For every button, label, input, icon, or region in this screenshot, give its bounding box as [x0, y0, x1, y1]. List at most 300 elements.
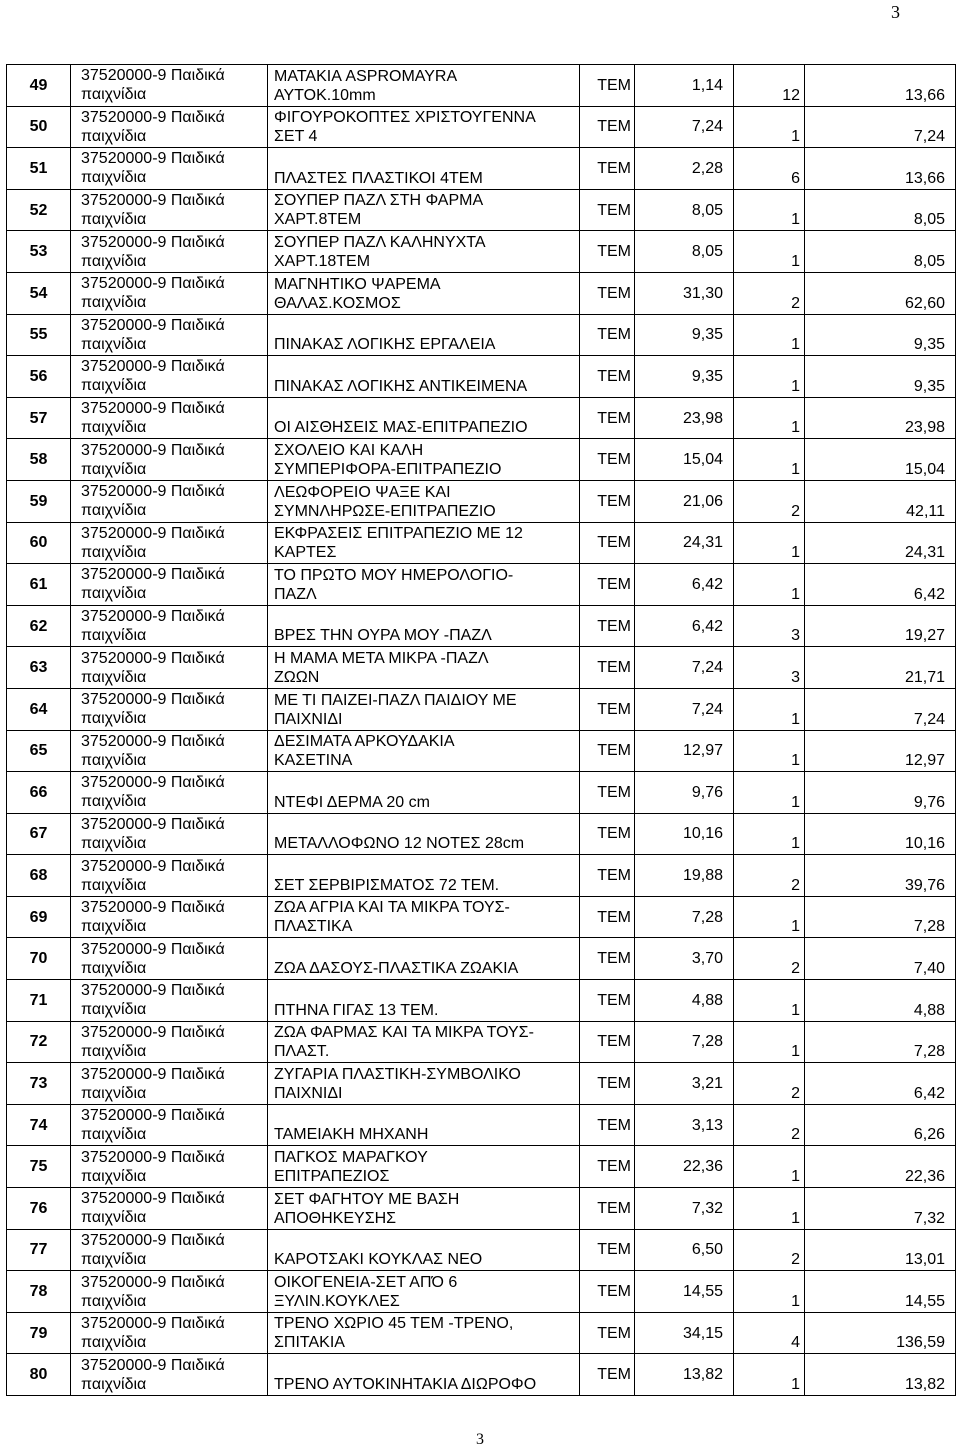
description-line: ΕΚΦΡΑΣΕΙΣ ΕΠΙΤΡΑΠΕΖΙΟ ΜΕ 12 — [274, 525, 523, 543]
description-line: ΚΑΣΕΤΙΝΑ — [274, 752, 353, 770]
cpv-category-cell — [71, 1312, 268, 1354]
cpv-category-cell — [71, 564, 268, 606]
table-row — [7, 688, 956, 730]
item-description-cell — [268, 1021, 580, 1063]
quantity-cell: 6 — [734, 148, 805, 190]
unit-price-cell: 24,31 — [635, 522, 734, 564]
item-description-cell — [268, 938, 580, 980]
total-cell: 6,26 — [805, 1104, 956, 1146]
table-row — [7, 356, 956, 398]
quantity-cell: 1 — [734, 1146, 805, 1188]
item-description-cell — [268, 855, 580, 897]
unit-price-cell: 34,15 — [635, 1312, 734, 1354]
item-description-cell — [268, 189, 580, 231]
description-line: ΛΕΩΦΟΡΕΙΟ ΨΑΞΕ ΚΑΙ — [274, 483, 451, 501]
table-row — [7, 564, 956, 606]
unit-cell: ΤΕΜ — [580, 1312, 635, 1354]
row-number-cell: 65 — [7, 730, 71, 772]
table-row — [7, 314, 956, 356]
category-line: παιχνίδια — [81, 668, 147, 686]
total-cell: 13,66 — [805, 148, 956, 190]
category-line: 37520000-9 Παιδικά — [81, 566, 225, 584]
category-line: παιχνίδια — [81, 1209, 147, 1227]
total-cell: 12,97 — [805, 730, 956, 772]
row-number-cell: 56 — [7, 356, 71, 398]
total-cell: 6,42 — [805, 1063, 956, 1105]
table-row — [7, 1104, 956, 1146]
description-line: ΠΙΝΑΚΑΣ ΛΟΓΙΚΗΣ ΑΝΤΙΚΕΙΜΕΝΑ — [274, 377, 528, 395]
description-line: ΣΠΙΤΑΚΙΑ — [274, 1334, 345, 1352]
description-line: ΜΑΓΝΗΤΙΚΟ ΨΑΡΕΜΑ — [274, 275, 441, 293]
description-line: ΠΑΓΚΟΣ ΜΑΡΑΓΚΟΥ — [274, 1149, 428, 1167]
item-description-cell — [268, 1312, 580, 1354]
row-number-cell: 61 — [7, 564, 71, 606]
unit-price-cell: 21,06 — [635, 480, 734, 522]
category-line: 37520000-9 Παιδικά — [81, 1315, 225, 1333]
quantity-cell: 2 — [734, 272, 805, 314]
table-row — [7, 65, 956, 107]
item-description-cell — [268, 980, 580, 1022]
description-line: ΣΟΥΠΕΡ ΠΑΖΛ ΚΑΛΗΝΥΧΤΑ — [274, 233, 486, 251]
quantity-cell: 1 — [734, 1021, 805, 1063]
category-line: παιχνίδια — [81, 918, 147, 936]
table-row — [7, 1146, 956, 1188]
item-description-cell — [268, 1104, 580, 1146]
description-line: ΞΥΛΙΝ.ΚΟΥΚΛΕΣ — [274, 1292, 400, 1310]
items-table — [6, 64, 956, 1396]
unit-cell: ΤΕΜ — [580, 106, 635, 148]
category-line: παιχνίδια — [81, 1292, 147, 1310]
total-cell: 39,76 — [805, 855, 956, 897]
item-description-cell — [268, 1188, 580, 1230]
description-line: ΑΠΟΘΗΚΕΥΣΗΣ — [274, 1209, 397, 1227]
item-description-cell — [268, 772, 580, 814]
unit-cell: ΤΕΜ — [580, 688, 635, 730]
total-cell: 10,16 — [805, 813, 956, 855]
table-row — [7, 1021, 956, 1063]
cpv-category-cell — [71, 1354, 268, 1396]
total-cell: 7,24 — [805, 106, 956, 148]
unit-cell: ΤΕΜ — [580, 605, 635, 647]
item-description-cell — [268, 439, 580, 481]
row-number-cell: 59 — [7, 480, 71, 522]
unit-price-cell: 7,28 — [635, 896, 734, 938]
category-line: παιχνίδια — [81, 751, 147, 769]
description-line: ΖΩΑ ΔΑΣΟΥΣ-ΠΛΑΣΤΙΚΑ ΖΩΑΚΙΑ — [274, 960, 519, 978]
total-cell: 6,42 — [805, 564, 956, 606]
description-line: ΘΑΛΑΣ.ΚΟΣΜΟΣ — [274, 294, 401, 312]
unit-cell: ΤΕΜ — [580, 148, 635, 190]
row-number-cell: 80 — [7, 1354, 71, 1396]
row-number-cell: 60 — [7, 522, 71, 564]
row-number-cell: 78 — [7, 1271, 71, 1313]
category-line: παιχνίδια — [81, 211, 147, 229]
cpv-category-cell — [71, 896, 268, 938]
unit-cell: ΤΕΜ — [580, 813, 635, 855]
cpv-category-cell — [71, 980, 268, 1022]
total-cell: 14,55 — [805, 1271, 956, 1313]
table-row — [7, 1063, 956, 1105]
table-row — [7, 605, 956, 647]
cpv-category-cell — [71, 480, 268, 522]
category-line: παιχνίδια — [81, 627, 147, 645]
unit-cell: ΤΕΜ — [580, 397, 635, 439]
category-line: 37520000-9 Παιδικά — [81, 1148, 225, 1166]
table-row — [7, 855, 956, 897]
description-line: ΖΩΑ ΦΑΡΜΑΣ ΚΑΙ ΤΑ ΜΙΚΡΑ ΤΟΥΣ- — [274, 1024, 534, 1042]
total-cell: 15,04 — [805, 439, 956, 481]
unit-price-cell: 3,21 — [635, 1063, 734, 1105]
unit-cell: ΤΕΜ — [580, 480, 635, 522]
category-line: 37520000-9 Παιδικά — [81, 940, 225, 958]
category-line: παιχνίδια — [81, 127, 147, 145]
table-row — [7, 1271, 956, 1313]
table-row — [7, 730, 956, 772]
unit-cell: ΤΕΜ — [580, 356, 635, 398]
category-line: 37520000-9 Παιδικά — [81, 1107, 225, 1125]
category-line: παιχνίδια — [81, 710, 147, 728]
quantity-cell: 1 — [734, 356, 805, 398]
unit-price-cell: 9,35 — [635, 314, 734, 356]
row-number-cell: 63 — [7, 647, 71, 689]
cpv-category-cell — [71, 772, 268, 814]
total-cell: 7,24 — [805, 688, 956, 730]
item-description-cell — [268, 480, 580, 522]
quantity-cell: 2 — [734, 1229, 805, 1271]
category-line: παιχνίδια — [81, 252, 147, 270]
description-line: Η ΜΑΜΑ ΜΕΤΑ ΜΙΚΡΑ -ΠΑΖΛ — [274, 649, 489, 667]
total-cell: 22,36 — [805, 1146, 956, 1188]
quantity-cell: 1 — [734, 1271, 805, 1313]
table-row — [7, 189, 956, 231]
total-cell: 13,01 — [805, 1229, 956, 1271]
description-line: ΒΡΕΣ ΤΗΝ ΟΥΡΑ ΜΟΥ -ΠΑΖΛ — [274, 627, 492, 645]
description-line: ΣΥΜΝΛΗΡΩΣΕ-ΕΠΙΤΡΑΠΕΖΙΟ — [274, 502, 496, 520]
category-line: 37520000-9 Παιδικά — [81, 316, 225, 334]
total-cell: 7,32 — [805, 1188, 956, 1230]
page-number-bottom: 3 — [476, 1431, 484, 1448]
cpv-category-cell — [71, 314, 268, 356]
quantity-cell: 2 — [734, 855, 805, 897]
row-number-cell: 64 — [7, 688, 71, 730]
category-line: 37520000-9 Παιδικά — [81, 732, 225, 750]
category-line: 37520000-9 Παιδικά — [81, 691, 225, 709]
row-number-cell: 73 — [7, 1063, 71, 1105]
quantity-cell: 1 — [734, 980, 805, 1022]
quantity-cell: 1 — [734, 730, 805, 772]
category-line: παιχνίδια — [81, 1001, 147, 1019]
unit-cell: ΤΕΜ — [580, 855, 635, 897]
cpv-category-cell — [71, 65, 268, 107]
row-number-cell: 52 — [7, 189, 71, 231]
category-line: 37520000-9 Παιδικά — [81, 233, 225, 251]
unit-price-cell: 8,05 — [635, 231, 734, 273]
cpv-category-cell — [71, 605, 268, 647]
description-line: ΠΑΖΛ — [274, 585, 317, 603]
unit-cell: ΤΕΜ — [580, 1271, 635, 1313]
unit-cell: ΤΕΜ — [580, 522, 635, 564]
description-line: ΠΛΑΣΤΙΚΑ — [274, 918, 353, 936]
category-line: παιχνίδια — [81, 543, 147, 561]
unit-price-cell: 7,32 — [635, 1188, 734, 1230]
item-description-cell — [268, 1146, 580, 1188]
table-row — [7, 813, 956, 855]
description-line: ΚΑΡΤΕΣ — [274, 544, 337, 562]
unit-cell: ΤΕΜ — [580, 772, 635, 814]
table-row — [7, 772, 956, 814]
unit-price-cell: 7,28 — [635, 1021, 734, 1063]
description-line: ΑΥΤΟΚ.10mm — [274, 86, 376, 104]
category-line: παιχνίδια — [81, 959, 147, 977]
category-line: 37520000-9 Παιδικά — [81, 358, 225, 376]
description-line: ΠΑΙΧΝΙΔΙ — [274, 710, 343, 728]
unit-cell: ΤΕΜ — [580, 1104, 635, 1146]
row-number-cell: 58 — [7, 439, 71, 481]
description-line: ΣΕΤ 4 — [274, 128, 318, 146]
description-line: ΤΡΕΝΟ ΑΥΤΟΚΙΝΗΤΑΚΙΑ ΔΙΩΡΟΦΟ — [274, 1376, 537, 1393]
table-row — [7, 439, 956, 481]
unit-cell: ΤΕΜ — [580, 1146, 635, 1188]
category-line: 37520000-9 Παιδικά — [81, 108, 225, 126]
row-number-cell: 69 — [7, 896, 71, 938]
category-line: παιχνίδια — [81, 502, 147, 520]
category-line: παιχνίδια — [81, 1084, 147, 1102]
category-line: 37520000-9 Παιδικά — [81, 774, 225, 792]
item-description-cell — [268, 1063, 580, 1105]
cpv-category-cell — [71, 855, 268, 897]
row-number-cell: 74 — [7, 1104, 71, 1146]
quantity-cell: 1 — [734, 813, 805, 855]
category-line: παιχνίδια — [81, 876, 147, 894]
unit-price-cell: 9,35 — [635, 356, 734, 398]
unit-cell: ΤΕΜ — [580, 314, 635, 356]
category-line: 37520000-9 Παιδικά — [81, 275, 225, 293]
unit-cell: ΤΕΜ — [580, 272, 635, 314]
quantity-cell: 1 — [734, 564, 805, 606]
unit-price-cell: 3,70 — [635, 938, 734, 980]
unit-price-cell: 10,16 — [635, 813, 734, 855]
description-line: ΖΩΑ ΑΓΡΙΑ ΚΑΙ ΤΑ ΜΙΚΡΑ ΤΟΥΣ- — [274, 899, 510, 917]
quantity-cell: 1 — [734, 106, 805, 148]
unit-price-cell: 7,24 — [635, 688, 734, 730]
quantity-cell: 1 — [734, 1188, 805, 1230]
quantity-cell: 2 — [734, 938, 805, 980]
row-number-cell: 49 — [7, 65, 71, 107]
unit-price-cell: 13,82 — [635, 1354, 734, 1396]
category-line: παιχνίδια — [81, 1126, 147, 1144]
description-line: ΜΕΤΑΛΛΟΦΩΝΟ 12 ΝΟΤΕΣ 28cm — [274, 835, 525, 853]
quantity-cell: 3 — [734, 647, 805, 689]
item-description-cell — [268, 605, 580, 647]
item-description-cell — [268, 730, 580, 772]
description-line: ΟΙΚΟΓΕΝΕΙΑ-ΣΕΤ ΑΠΌ 6 — [274, 1273, 458, 1291]
table-row — [7, 938, 956, 980]
description-line: ΤΟ ΠΡΩΤΟ ΜΟΥ ΗΜΕΡΟΛΟΓΙΟ- — [274, 566, 514, 584]
cpv-category-cell — [71, 106, 268, 148]
category-line: 37520000-9 Παιδικά — [81, 400, 225, 418]
unit-cell: ΤΕΜ — [580, 896, 635, 938]
item-description-cell — [268, 356, 580, 398]
total-cell: 136,59 — [805, 1312, 956, 1354]
category-line: 37520000-9 Παιδικά — [81, 524, 225, 542]
total-cell: 7,28 — [805, 1021, 956, 1063]
category-line: παιχνίδια — [81, 460, 147, 478]
description-line: ΟΙ ΑΙΣΘΗΣΕΙΣ ΜΑΣ-ΕΠΙΤΡΑΠΕΖΙΟ — [274, 419, 528, 437]
total-cell: 8,05 — [805, 189, 956, 231]
unit-cell: ΤΕΜ — [580, 730, 635, 772]
category-line: 37520000-9 Παιδικά — [81, 67, 225, 85]
description-line: ΔΕΣΙΜΑΤΑ ΑΡΚΟΥΔΑΚΙΑ — [274, 733, 455, 751]
category-line: 37520000-9 Παιδικά — [81, 441, 225, 459]
unit-price-cell: 4,88 — [635, 980, 734, 1022]
row-number-cell: 76 — [7, 1188, 71, 1230]
total-cell: 7,40 — [805, 938, 956, 980]
cpv-category-cell — [71, 813, 268, 855]
unit-cell: ΤΕΜ — [580, 231, 635, 273]
category-line: 37520000-9 Παιδικά — [81, 1023, 225, 1041]
description-line: ΦΙΓΟΥΡΟΚΟΠΤΕΣ ΧΡΙΣΤΟΥΓΕΝΝΑ — [274, 109, 536, 127]
unit-cell: ΤΕΜ — [580, 1354, 635, 1396]
quantity-cell: 1 — [734, 439, 805, 481]
category-line: παιχνίδια — [81, 86, 147, 104]
table-row — [7, 896, 956, 938]
row-number-cell: 54 — [7, 272, 71, 314]
quantity-cell: 12 — [734, 65, 805, 107]
quantity-cell: 1 — [734, 688, 805, 730]
category-line: παιχνίδια — [81, 1167, 147, 1185]
cpv-category-cell — [71, 439, 268, 481]
unit-price-cell: 6,50 — [635, 1229, 734, 1271]
description-line: ΖΩΩΝ — [274, 668, 320, 686]
quantity-cell: 1 — [734, 772, 805, 814]
total-cell: 24,31 — [805, 522, 956, 564]
table-row — [7, 1312, 956, 1354]
description-line: ΤΡΕΝΟ ΧΩΡΙΟ 45 ΤΕΜ -ΤΡΕΝΟ, — [274, 1315, 514, 1333]
item-description-cell — [268, 1271, 580, 1313]
cpv-category-cell — [71, 1229, 268, 1271]
row-number-cell: 75 — [7, 1146, 71, 1188]
item-description-cell — [268, 564, 580, 606]
total-cell: 13,82 — [805, 1354, 956, 1396]
cpv-category-cell — [71, 688, 268, 730]
total-cell: 7,28 — [805, 896, 956, 938]
unit-cell: ΤΕΜ — [580, 1229, 635, 1271]
cpv-category-cell — [71, 1021, 268, 1063]
unit-price-cell: 15,04 — [635, 439, 734, 481]
category-line: 37520000-9 Παιδικά — [81, 815, 225, 833]
item-description-cell — [268, 148, 580, 190]
description-line: ΠΛΑΣΤΕΣ ΠΛΑΣΤΙΚΟΙ 4ΤΕΜ — [274, 169, 483, 187]
quantity-cell: 1 — [734, 522, 805, 564]
cpv-category-cell — [71, 356, 268, 398]
description-line: ΜΑΤΑΚΙΑ ASPROMAYRA — [274, 67, 458, 85]
cpv-category-cell — [71, 272, 268, 314]
unit-price-cell: 31,30 — [635, 272, 734, 314]
total-cell: 23,98 — [805, 397, 956, 439]
description-line: ΚΑΡΟΤΣΑΚΙ ΚΟΥΚΛΑΣ ΝΕΟ — [274, 1251, 483, 1269]
category-line: 37520000-9 Παιδικά — [81, 483, 225, 501]
description-line: ΤΑΜΕΙΑΚΗ ΜΗΧΑΝΗ — [274, 1126, 429, 1144]
items-table-body — [7, 65, 956, 1396]
total-cell: 21,71 — [805, 647, 956, 689]
unit-price-cell: 3,13 — [635, 1104, 734, 1146]
quantity-cell: 4 — [734, 1312, 805, 1354]
description-line: ΜΕ ΤΙ ΠΑΙΖΕΙ-ΠΑΖΛ ΠΑΙΔΙΟΥ ΜΕ — [274, 691, 517, 709]
cpv-category-cell — [71, 1063, 268, 1105]
item-description-cell — [268, 813, 580, 855]
quantity-cell: 3 — [734, 605, 805, 647]
description-line: ΣΟΥΠΕΡ ΠΑΖΛ ΣΤΗ ΦΑΡΜΑ — [274, 192, 484, 210]
cpv-category-cell — [71, 189, 268, 231]
row-number-cell: 79 — [7, 1312, 71, 1354]
row-number-cell: 77 — [7, 1229, 71, 1271]
row-number-cell: 67 — [7, 813, 71, 855]
cpv-category-cell — [71, 231, 268, 273]
row-number-cell: 55 — [7, 314, 71, 356]
item-description-cell — [268, 688, 580, 730]
description-line: ΣΕΤ ΦΑΓΗΤΟΥ ΜΕ ΒΑΣΗ — [274, 1190, 460, 1208]
unit-price-cell: 8,05 — [635, 189, 734, 231]
unit-price-cell: 7,24 — [635, 647, 734, 689]
category-line: 37520000-9 Παιδικά — [81, 1356, 225, 1374]
item-description-cell — [268, 65, 580, 107]
category-line: παιχνίδια — [81, 1334, 147, 1352]
row-number-cell: 68 — [7, 855, 71, 897]
description-line: ΧΑΡΤ.18ΤΕΜ — [274, 252, 371, 270]
table-row — [7, 1229, 956, 1271]
unit-price-cell: 12,97 — [635, 730, 734, 772]
item-description-cell — [268, 272, 580, 314]
unit-cell: ΤΕΜ — [580, 439, 635, 481]
description-line: ΕΠΙΤΡΑΠΕΖΙΟΣ — [274, 1168, 390, 1186]
unit-price-cell: 14,55 — [635, 1271, 734, 1313]
description-line: ΠΑΙΧΝΙΔΙ — [274, 1084, 343, 1102]
table-row — [7, 522, 956, 564]
quantity-cell: 2 — [734, 480, 805, 522]
row-number-cell: 71 — [7, 980, 71, 1022]
table-row — [7, 1354, 956, 1396]
total-cell: 13,66 — [805, 65, 956, 107]
category-line: 37520000-9 Παιδικά — [81, 192, 225, 210]
item-description-cell — [268, 106, 580, 148]
unit-cell: ΤΕΜ — [580, 980, 635, 1022]
cpv-category-cell — [71, 397, 268, 439]
unit-price-cell: 9,76 — [635, 772, 734, 814]
total-cell: 9,35 — [805, 314, 956, 356]
row-number-cell: 53 — [7, 231, 71, 273]
table-row — [7, 231, 956, 273]
cpv-category-cell — [71, 522, 268, 564]
cpv-category-cell — [71, 1104, 268, 1146]
category-line: 37520000-9 Παιδικά — [81, 1065, 225, 1083]
total-cell: 9,76 — [805, 772, 956, 814]
quantity-cell: 1 — [734, 397, 805, 439]
page-number-top: 3 — [891, 2, 900, 22]
row-number-cell: 70 — [7, 938, 71, 980]
cpv-category-cell — [71, 148, 268, 190]
cpv-category-cell — [71, 647, 268, 689]
item-description-cell — [268, 1229, 580, 1271]
row-number-cell: 62 — [7, 605, 71, 647]
unit-cell: ΤΕΜ — [580, 564, 635, 606]
quantity-cell: 1 — [734, 1354, 805, 1396]
category-line: παιχνίδια — [81, 169, 147, 187]
table-row — [7, 480, 956, 522]
total-cell: 62,60 — [805, 272, 956, 314]
unit-cell: ΤΕΜ — [580, 1188, 635, 1230]
unit-price-cell: 6,42 — [635, 564, 734, 606]
category-line: παιχνίδια — [81, 1042, 147, 1060]
